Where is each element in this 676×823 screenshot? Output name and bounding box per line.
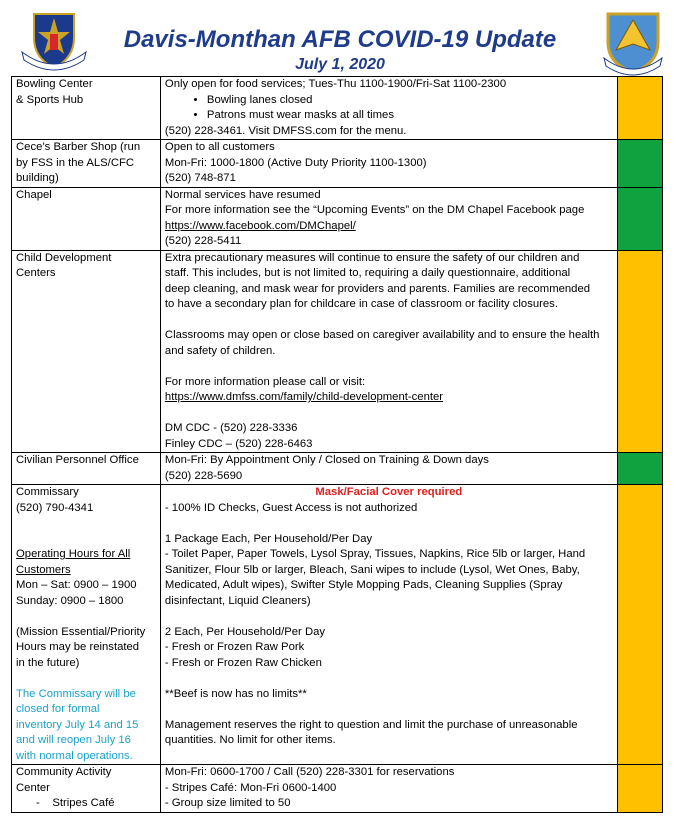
air-combat-command-emblem xyxy=(20,8,88,72)
detail-line: 2 Each, Per Household/Per Day xyxy=(164,625,326,638)
detail-line: - Fresh or Frozen Raw Pork xyxy=(164,641,305,653)
hours-heading: Operating Hours for All xyxy=(16,548,131,560)
detail-line: Mon-Fri: By Appointment Only / Closed on Training & Down days xyxy=(164,454,489,466)
closure-notice: closed for formal xyxy=(16,703,100,715)
status-yellow-cell xyxy=(617,77,662,140)
list-item: • Patrons must wear masks at all times xyxy=(207,108,613,124)
detail-line: quantities. No limit for other items. xyxy=(164,734,336,746)
facility-name-line: building) xyxy=(16,172,59,184)
mask-requirement: Mask/Facial Cover required xyxy=(315,486,463,498)
hours-line: Sunday: 0900 – 1800 xyxy=(16,594,124,607)
status-green-cell xyxy=(617,187,662,250)
facility-name-line: Bowling Center xyxy=(16,78,93,90)
detail-line: (520) 228-3461. Visit DMFSS.com for the menu. xyxy=(164,124,407,137)
chapel-facebook-link[interactable]: https://www.facebook.com/DMChapel/ xyxy=(164,219,356,232)
table-row xyxy=(12,77,663,140)
facility-name xyxy=(12,140,161,188)
page-header xyxy=(0,0,676,76)
table-row xyxy=(12,765,663,813)
facility-name-line: Centers xyxy=(16,267,56,279)
table-row xyxy=(12,453,663,485)
detail-line: deep cleaning, and mask wear for providers and parents. Families are recommended xyxy=(164,282,591,295)
list-item: • Bowling lanes closed xyxy=(207,93,613,109)
detail-line: disinfectant, Liquid Cleaners) xyxy=(164,594,311,607)
detail-line: Normal services have resumed xyxy=(164,188,321,201)
detail-line: Finley CDC – (520) 228-6463 xyxy=(164,437,313,450)
detail-line: For more information please call or visit: xyxy=(164,375,366,388)
facility-name xyxy=(12,485,161,765)
facility-name xyxy=(12,250,161,453)
detail-line: and safety of children. xyxy=(164,344,276,357)
detail-line: - Stripes Café: Mon-Fri 0600-1400 xyxy=(164,781,337,794)
detail-line: Classrooms may open or close based on caregiver availability and to ensure the health xyxy=(164,329,600,341)
facility-name xyxy=(12,77,161,140)
facility-name-line: & Sports Hub xyxy=(16,93,84,106)
detail-line: 1 Package Each, Per Household/Per Day xyxy=(164,532,373,545)
detail-line: Open to all customers xyxy=(164,141,275,153)
note-line: Hours may be reinstated xyxy=(16,641,140,653)
facility-name-line: Stripes Café xyxy=(52,797,115,809)
closure-notice: and will reopen July 16 xyxy=(16,734,131,746)
cdc-website-link[interactable]: https://www.dmfss.com/family/child-development-center xyxy=(164,391,444,403)
closure-notice: inventory July 14 and 15 xyxy=(16,718,139,731)
table-row xyxy=(12,140,663,188)
facility-details xyxy=(160,453,617,485)
table-row xyxy=(12,250,663,453)
detail-line: **Beef is now has no limits** xyxy=(164,687,307,700)
status-green-cell xyxy=(617,140,662,188)
detail-line: DM CDC - (520) 228-3336 xyxy=(164,422,298,434)
facility-name-line: Commissary xyxy=(16,486,79,498)
detail-line: Mon-Fri: 1000-1800 (Active Duty Priority 1100-1300) xyxy=(164,156,427,169)
detail-line: Extra precautionary measures will continue to ensure the safety of our children and xyxy=(164,251,580,264)
fighter-wing-emblem xyxy=(600,10,666,76)
page-title: Davis-Monthan AFB COVID-19 Update xyxy=(123,26,557,53)
facility-details xyxy=(160,485,617,765)
detail-line: - Fresh or Frozen Raw Chicken xyxy=(164,656,322,669)
facility-name-line: Community Activity xyxy=(16,766,112,778)
status-yellow-cell xyxy=(617,250,662,453)
facility-sub-item xyxy=(16,796,156,812)
detail-line: - Group size limited to 50 xyxy=(164,797,291,809)
status-yellow-cell xyxy=(617,485,662,765)
facility-status-table xyxy=(11,76,663,813)
table-row xyxy=(12,187,663,250)
facility-name-line: Chapel xyxy=(16,188,52,201)
status-yellow-cell xyxy=(617,765,662,813)
table-row xyxy=(12,485,663,765)
facility-name-line: Cece’s Barber Shop (run xyxy=(16,141,141,153)
hours-line: Mon – Sat: 0900 – 1900 xyxy=(16,579,137,591)
detail-line: to have a secondary plan for childcare in case of classroom or facility closures. xyxy=(164,298,558,310)
detail-line: - 100% ID Checks, Guest Access is not authorized xyxy=(164,501,418,514)
detail-line: (520) 228-5411 xyxy=(164,235,242,247)
closure-notice: The Commissary will be xyxy=(16,687,136,700)
bullet-list xyxy=(165,93,613,124)
facility-name-line: Center xyxy=(16,781,50,794)
dash-bullet: - xyxy=(36,797,40,809)
facility-details xyxy=(160,187,617,250)
facility-details xyxy=(160,140,617,188)
detail-line: (520) 228-5690 xyxy=(164,469,243,482)
facility-details xyxy=(160,250,617,453)
facility-name xyxy=(12,453,161,485)
status-green-cell xyxy=(617,453,662,485)
facility-details xyxy=(160,77,617,140)
detail-line: Only open for food services; Tues-Thu 1100-1900/Fri-Sat 1100-2300 xyxy=(164,78,507,90)
hours-heading: Customers xyxy=(16,563,71,576)
detail-line: Sanitizer, Flour 5lb or larger, Bleach, Sani wipes to include (Lysol, Wet Ones, Baby, xyxy=(164,563,580,576)
closure-notice: with normal operations. xyxy=(16,749,133,762)
note-line: (Mission Essential/Priority xyxy=(16,625,146,638)
detail-line: Medicated, Adult wipes), Swifter Style Mopping Pads, Cleaning Supplies (Spray xyxy=(164,579,563,591)
facility-details xyxy=(160,765,617,813)
detail-line: - Toilet Paper, Paper Towels, Lysol Spray, Tissues, Napkins, Rice 5lb or larger, Hand xyxy=(164,548,586,560)
detail-line: Management reserves the right to question and limit the purchase of unreasonable xyxy=(164,718,578,731)
note-line: in the future) xyxy=(16,656,80,669)
facility-name-line: by FSS in the ALS/CFC xyxy=(16,156,135,169)
detail-line: Mon-Fri: 0600-1700 / Call (520) 228-3301 for reservations xyxy=(164,766,455,778)
facility-name xyxy=(12,765,161,813)
facility-name xyxy=(12,187,161,250)
facility-name-line: (520) 790-4341 xyxy=(16,501,94,514)
detail-line: For more information see the “Upcoming Events” on the DM Chapel Facebook page xyxy=(164,204,585,216)
detail-line: staff. This includes, but is not limited to, requiring a daily questionnaire, additional xyxy=(164,267,571,279)
detail-line: (520) 748-871 xyxy=(164,172,236,184)
facility-name-line: Child Development xyxy=(16,251,112,264)
update-date: July 1, 2020 xyxy=(295,56,385,73)
facility-name-line: Civilian Personnel Office xyxy=(16,454,139,466)
